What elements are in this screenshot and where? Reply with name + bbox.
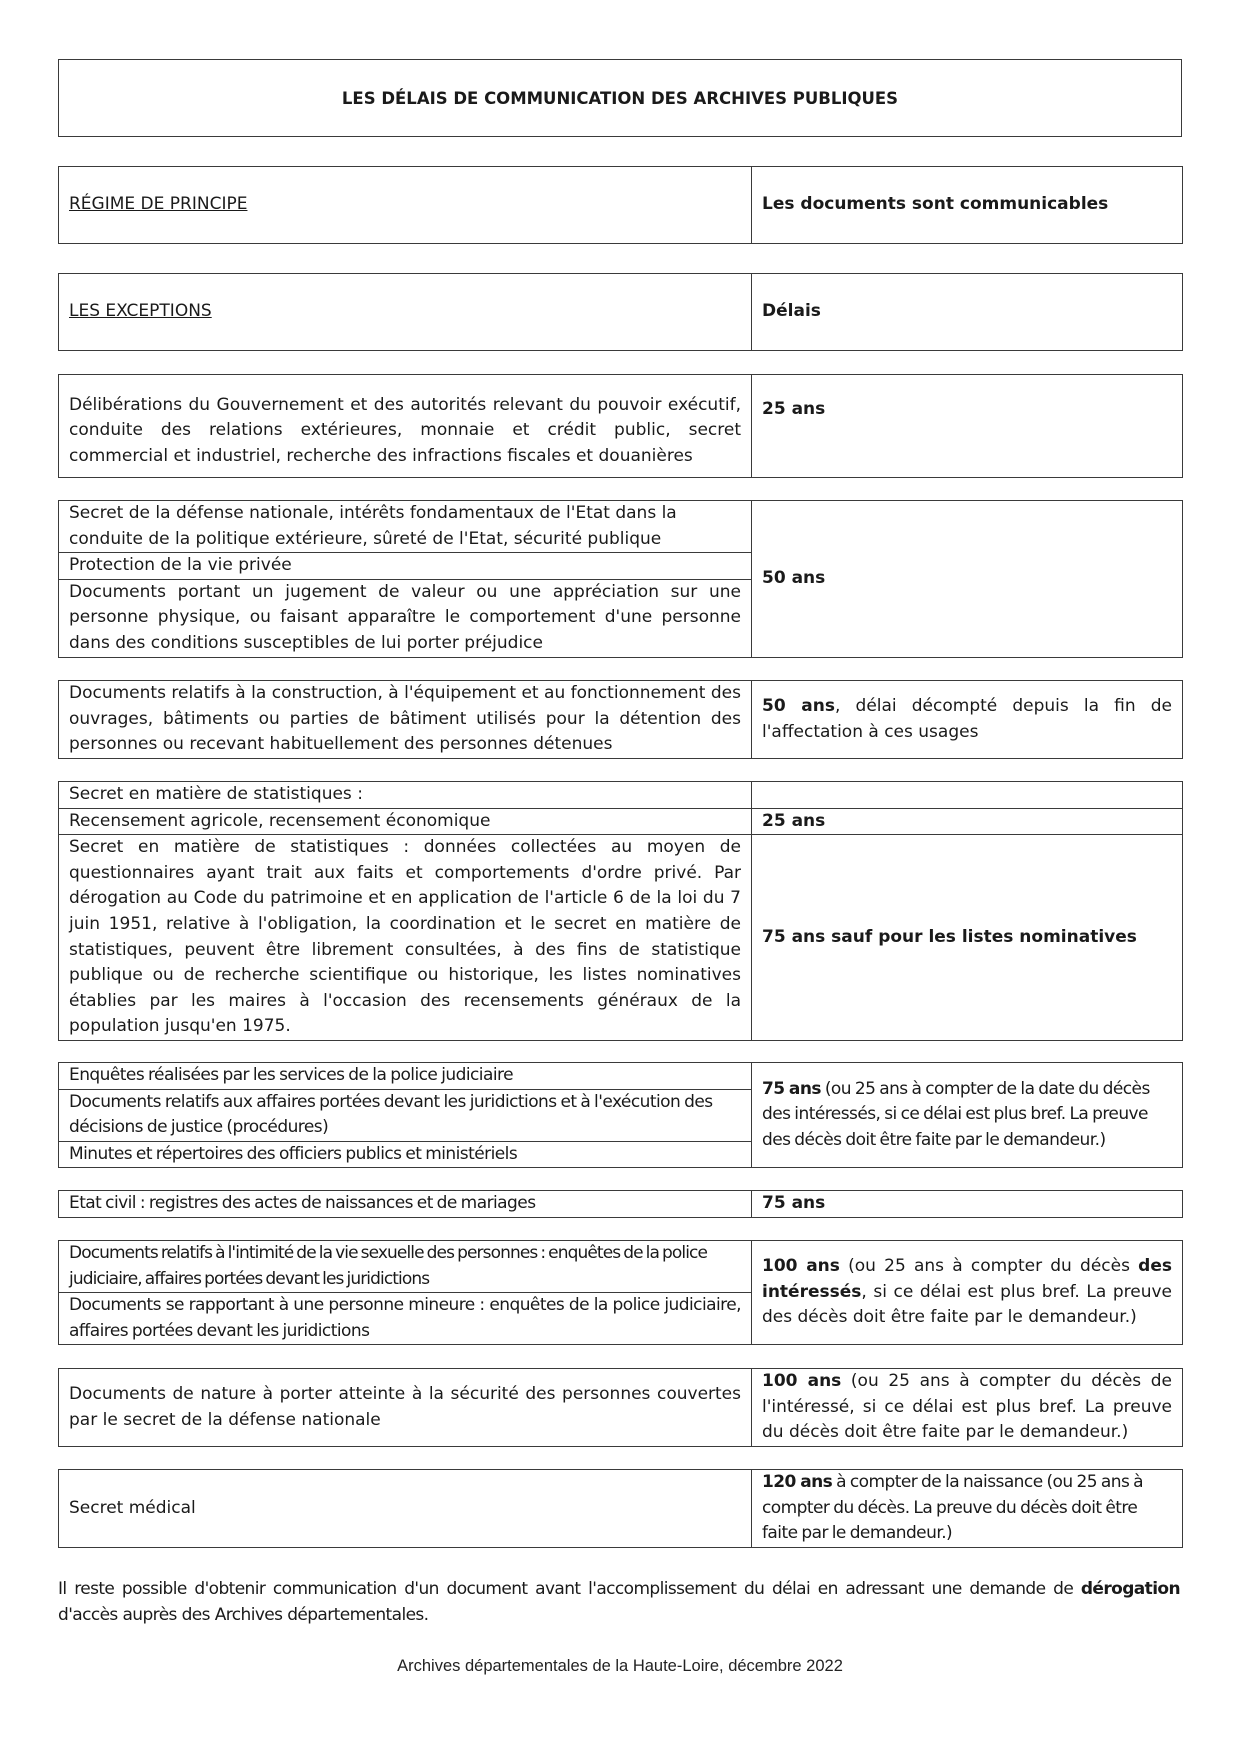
principle-value-cell — [752, 167, 1183, 244]
delay-value: 50 ans — [762, 568, 826, 589]
delay-value: 50 ans — [762, 695, 835, 716]
note-text: Il reste possible d'obtenir communication d'un document avant l'accomplissement du délai en adressant une demande de — [58, 1579, 1081, 1599]
exception-item: Minutes et répertoires des officiers publics et ministériels — [59, 1141, 752, 1168]
page-title: LES DÉLAIS DE COMMUNICATION DES ARCHIVES PUBLIQUES — [341, 88, 899, 108]
delay-cell — [752, 1191, 1183, 1218]
exception-item: Secret médical — [59, 1470, 752, 1548]
delay-cell — [752, 835, 1183, 1041]
delay-detail: (ou 25 ans à compter du décès de l'intéressé, si ce délai est plus bref. La preuve du décès doit être faite par le demandeur.) — [762, 1371, 1173, 1443]
delay-emphasis: des intéressés — [762, 1256, 1172, 1302]
delay-value: 75 ans — [762, 1078, 821, 1099]
principle-value: Les documents sont communicables — [762, 194, 1109, 215]
exception-item: Documents relatifs aux affaires portées devant les juridictions et à l'exécution des décisions de justice (procédures) — [59, 1089, 752, 1141]
principle-label-cell — [59, 167, 752, 244]
page-footer: Archives départementales de la Haute-Loire, décembre 2022 — [397, 1657, 843, 1675]
delay-cell — [752, 681, 1183, 759]
delay-value: 75 ans sauf pour les listes nominatives — [762, 926, 1137, 947]
delay-value: 120 ans — [762, 1472, 833, 1493]
exception-item: Secret de la défense nationale, intérêts fondamentaux de l'Etat dans la conduite de la politique extérieure, sûreté de l'Etat, sécurité publique — [59, 501, 752, 553]
exception-item: Secret en matière de statistiques : — [59, 782, 752, 809]
exception-item: Enquêtes réalisées par les services de la police judiciaire — [59, 1063, 752, 1090]
exception-item: Secret en matière de statistiques : données collectées au moyen de questionnaires ayant trait aux faits et comportements d'ordre privé. Par dérogation au Code du patrimoine et en application de l'article 6 de la loi du 7 juin 1951, relative à l'obligation, la coordination et le secret en matière de statistiques, peuvent être librement consultées, à des fins de statistique publique ou de recherche scientifique ou historique, les listes nominatives établies par les maires à l'occasion des recensements généraux de la population jusqu'en 1975. — [59, 835, 752, 1041]
exception-item: Documents se rapportant à une personne mineure : enquêtes de la police judiciaire, affaires portées devant les juridictions — [59, 1293, 752, 1345]
delays-header: Délais — [762, 301, 821, 322]
exception-group-judicial — [58, 1062, 1183, 1168]
delay-detail: (ou 25 ans à compter du décès — [839, 1256, 1139, 1277]
exception-group-statistics — [58, 781, 1183, 1041]
note-emphasis: dérogation — [1080, 1579, 1180, 1599]
exceptions-header-table — [58, 273, 1183, 351]
exception-item: Délibérations du Gouvernement et des autorités relevant du pouvoir exécutif, conduite des relations extérieures, monnaie et crédit public, secret commercial et industriel, recherche des infractions fiscales et douanières — [59, 375, 752, 478]
exception-item: Protection de la vie privée — [59, 553, 752, 580]
principle-label: RÉGIME DE PRINCIPE — [69, 194, 248, 215]
delay-cell — [752, 1470, 1183, 1548]
delay-value: 100 ans — [762, 1371, 842, 1392]
exception-group-medical — [58, 1469, 1183, 1548]
delay-detail: (ou 25 ans à compter de la date du décès des intéressés, si ce délai est plus bref. La preuve des décès doit être faite par le demandeur.) — [762, 1078, 1150, 1150]
exception-group-detention — [58, 680, 1183, 759]
note-text: d'accès auprès des Archives départementales. — [58, 1604, 429, 1625]
delays-header-cell — [752, 274, 1183, 351]
delay-cell — [752, 782, 1183, 809]
exception-item: Etat civil : registres des actes de naissances et de mariages — [59, 1191, 752, 1218]
delay-detail: , délai décompté depuis la fin de l'affectation à ces usages — [762, 695, 1172, 742]
delay-value: 25 ans — [762, 399, 826, 419]
delay-cell — [752, 1369, 1183, 1447]
exception-group-privacy-minors — [58, 1240, 1183, 1345]
title-box — [58, 59, 1182, 137]
derogation-note — [58, 1577, 1180, 1628]
delay-detail: , si ce délai est plus bref. La preuve des décès doit être faite par le demandeur.) — [762, 1281, 1172, 1328]
principle-table — [58, 166, 1183, 244]
exception-group-25 — [58, 374, 1183, 478]
exception-group-defense — [58, 1368, 1183, 1447]
delay-cell — [752, 501, 1183, 658]
exception-item: Documents portant un jugement de valeur ou une appréciation sur une personne physique, ou faisant apparaître le comportement d'une personne dans des conditions susceptibles de lui porter préjudice — [59, 579, 752, 657]
exception-item: Documents relatifs à l'intimité de la vie sexuelle des personnes : enquêtes de la police judiciaire, affaires portées devant les juridictions — [59, 1241, 752, 1293]
exception-group-50 — [58, 500, 1183, 658]
delay-value: 25 ans — [762, 810, 826, 831]
delay-cell — [752, 375, 1183, 478]
exception-item: Documents de nature à porter atteinte à la sécurité des personnes couvertes par le secret de la défense nationale — [59, 1369, 752, 1447]
exceptions-label-cell — [59, 274, 752, 351]
delay-value: 100 ans — [762, 1256, 840, 1277]
exception-item: Recensement agricole, recensement économique — [59, 808, 752, 835]
delay-cell — [752, 1063, 1183, 1168]
exception-item: Documents relatifs à la construction, à l'équipement et au fonctionnement des ouvrages, bâtiments ou parties de bâtiment utilisés pour la détention des personnes ou recevant habituellement des personnes détenues — [59, 681, 752, 759]
delay-cell — [752, 808, 1183, 835]
delay-value: 75 ans — [762, 1193, 826, 1213]
exception-group-civil-status — [58, 1190, 1183, 1218]
exceptions-label: LES EXCEPTIONS — [69, 301, 212, 322]
delay-detail: à compter de la naissance (ou 25 ans à compter du décès. La preuve du décès doit être faite par le demandeur.) — [762, 1472, 1143, 1544]
delay-cell — [752, 1241, 1183, 1345]
